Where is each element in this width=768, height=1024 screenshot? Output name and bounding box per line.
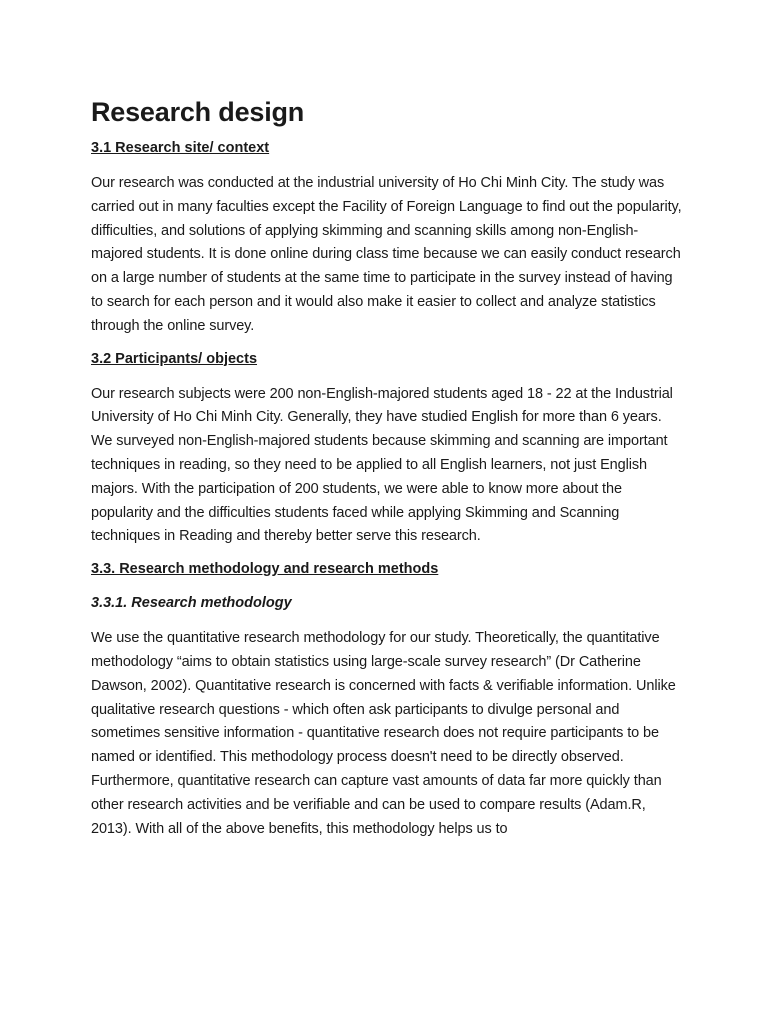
section-heading-participants: 3.2 Participants/ objects [91,350,258,367]
section-paragraph-research-methodology: We use the quantitative research methodology for our study. Theoretically, the quantitative methodology “aims to obtain statistics using large-scale survey research” (Dr Catherine Dawson, 2002). Quantitative research is concerned with facts & verifiable information. Unlike qualitative research questions - which often ask participants to divulge personal and sometimes sensitive information - quantitative research does not require participants to be named or identified. This methodology process doesn't need to be directly observed. Furthermore, quantitative research can capture vast amounts of data far more quickly than other research activities and be verifiable and can be used to compare results (Adam.R, 2013). With all of the above benefits, this methodology helps us to [91,630,676,837]
subsection-heading-research-methodology: 3.3.1. Research methodology [91,595,292,612]
section-paragraph-participants: Our research subjects were 200 non-English-majored students aged 18 - 22 at the Industrial University of Ho Chi Minh City. Generally, they have studied English for more than 6 years. We surveyed non-English-majored students because skimming and scanning are important techniques in reading, so they need to be applied to all English learners, not just English majors. With the participation of 200 students, we were able to know more about the popularity and the difficulties students faced while applying Skimming and Scanning techniques in Reading and thereby better serve this research. [91,385,673,545]
section-heading-research-site: 3.1 Research site/ context [91,140,270,156]
section-paragraph-research-site: Our research was conducted at the industrial university of Ho Chi Minh City. The study was carried out in many faculties except the Facility of Foreign Language to find out the popularity, difficulties, and solutions of applying skimming and scanning skills among non-English-majored students. It is done online during class time because we can easily conduct research on a large number of students at the same time to participate in the survey instead of having to search for each person and it would also make it easier to collect and analyze statistics through the online survey. [91,175,682,334]
document-content [91,92,683,851]
section-heading-methodology-methods: 3.3. Research methodology and research methods [91,561,439,578]
document-title: Research design [91,97,305,127]
